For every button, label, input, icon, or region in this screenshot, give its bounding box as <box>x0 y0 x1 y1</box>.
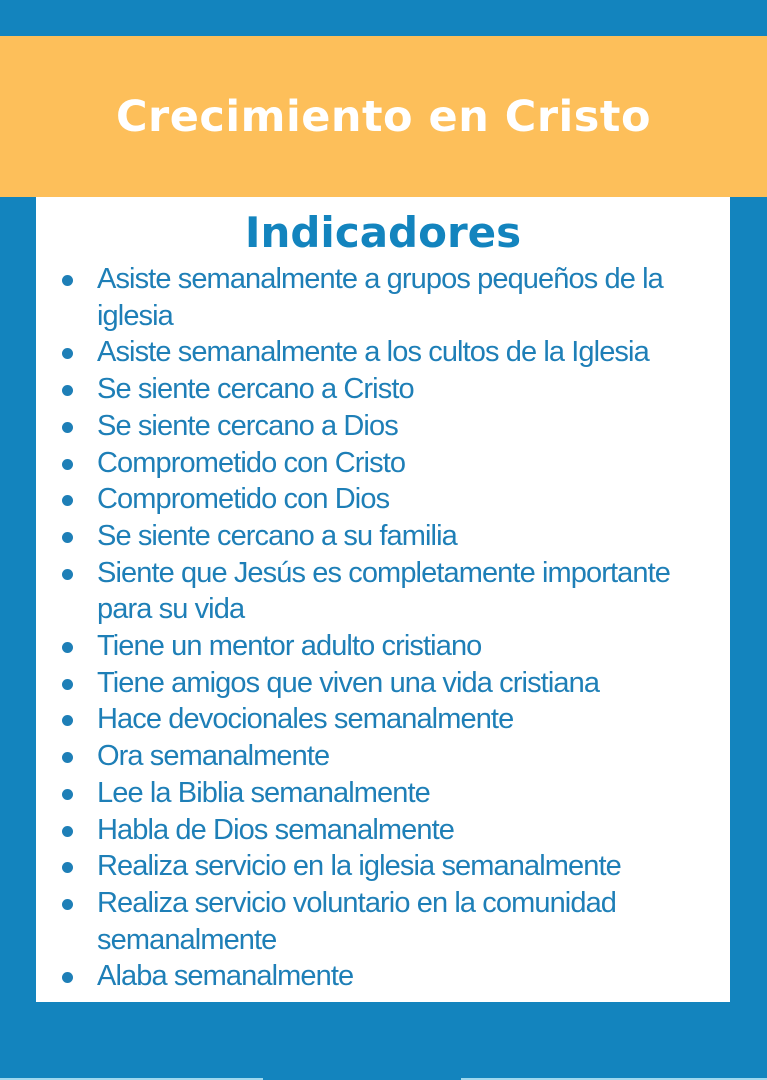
bullet-icon <box>62 642 73 653</box>
top-blue-band <box>0 0 767 36</box>
list-item <box>36 518 730 555</box>
list-item-text: Asiste semanalmente a grupos pequeños de la iglesia <box>97 263 663 332</box>
list-item-text: Hace devocionales semanalmente <box>97 703 514 736</box>
list-item-text: Se siente cercano a su familia <box>97 519 457 552</box>
title-banner <box>0 36 767 197</box>
bullet-icon <box>62 715 73 726</box>
list-item-text: Ora semanalmente <box>97 740 330 773</box>
list-item-text: Tiene un mentor adulto cristiano <box>97 630 482 663</box>
list-item-text: Tiene amigos que viven una vida cristiana <box>97 666 600 699</box>
list-item <box>36 848 730 885</box>
bullet-icon <box>62 752 73 763</box>
bullet-icon <box>62 275 73 286</box>
list-item-text: Habla de Dios semanalmente <box>97 813 455 846</box>
bullet-icon <box>62 422 73 433</box>
page-title: Crecimiento en Cristo <box>116 91 651 142</box>
bullet-icon <box>62 569 73 580</box>
list-item <box>36 665 730 702</box>
list-item-text: Se siente cercano a Dios <box>97 409 398 442</box>
bullet-icon <box>62 862 73 873</box>
list-item <box>36 261 730 334</box>
list-item <box>36 738 730 775</box>
list-item-text: Siente que Jesús es completamente importante para su vida <box>97 556 670 626</box>
list-item <box>36 885 730 958</box>
list-item <box>36 445 730 482</box>
bullet-icon <box>62 348 73 359</box>
list-item <box>36 958 730 995</box>
list-item <box>36 812 730 849</box>
list-item <box>36 775 730 812</box>
bullet-icon <box>62 679 73 690</box>
list-item <box>36 371 730 408</box>
list-item-text: Asiste semanalmente a los cultos de la Iglesia <box>97 336 649 369</box>
list-item <box>36 334 730 371</box>
bullet-icon <box>62 385 73 396</box>
indicators-panel <box>36 197 730 1002</box>
list-item <box>36 628 730 665</box>
list-item-text: Se siente cercano a Cristo <box>97 373 414 406</box>
list-item-text: Comprometido con Cristo <box>97 446 406 479</box>
bullet-icon <box>62 899 73 910</box>
list-item <box>36 555 730 628</box>
list-item <box>36 408 730 445</box>
list-item-text: Alaba semanalmente <box>97 960 354 993</box>
list-item-text: Comprometido con Dios <box>97 483 390 516</box>
bullet-icon <box>62 789 73 800</box>
indicators-list <box>36 261 730 995</box>
bullet-icon <box>62 826 73 837</box>
list-item-text: Realiza servicio voluntario en la comunidad semanalmente <box>97 886 617 956</box>
bullet-icon <box>62 459 73 470</box>
indicators-heading: Indicadores <box>244 208 522 257</box>
bullet-icon <box>62 972 73 983</box>
bullet-icon <box>62 495 73 506</box>
list-item <box>36 481 730 518</box>
bullet-icon <box>62 532 73 543</box>
list-item-text: Lee la Biblia semanalmente <box>97 776 430 809</box>
list-item <box>36 701 730 738</box>
list-item-text: Realiza servicio en la iglesia semanalmente <box>97 850 621 883</box>
